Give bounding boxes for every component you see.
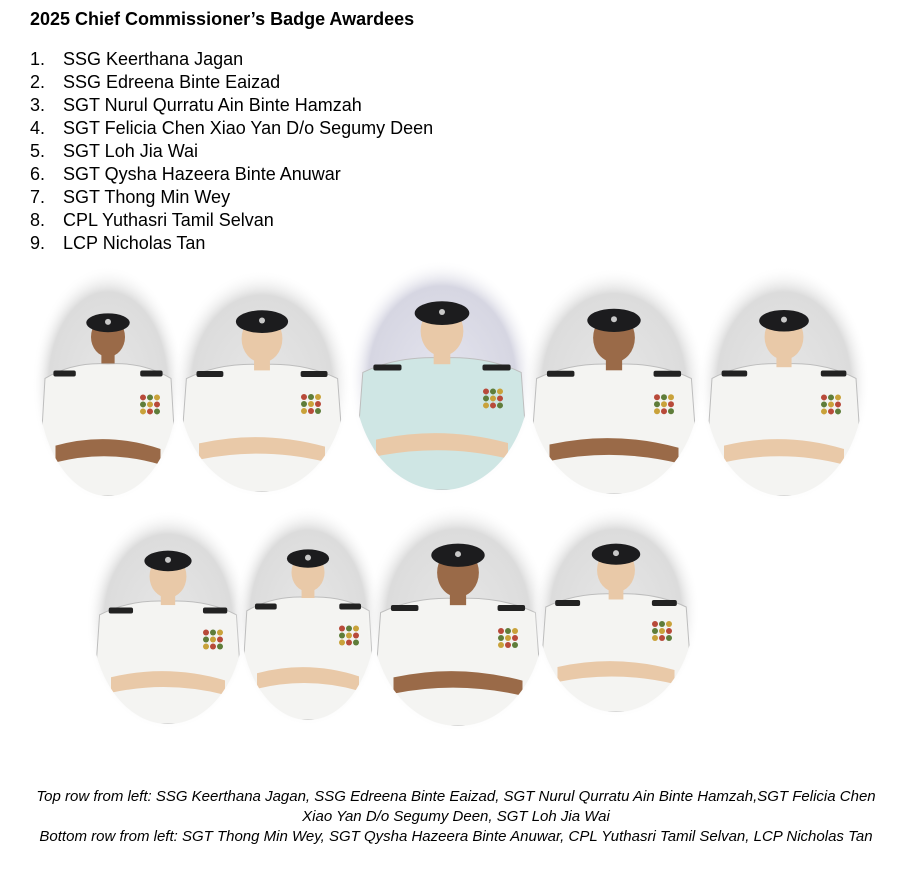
proficiency-badge bbox=[315, 408, 321, 414]
beret bbox=[431, 544, 484, 567]
list-number: 9. bbox=[30, 233, 46, 253]
awardee-name: SGT Qysha Hazeera Binte Anuwar bbox=[63, 164, 341, 184]
proficiency-badge bbox=[661, 408, 667, 414]
proficiency-badge bbox=[821, 408, 827, 414]
epaulette bbox=[654, 371, 682, 377]
face bbox=[765, 314, 804, 359]
face bbox=[242, 315, 283, 363]
proficiency-badge bbox=[301, 394, 307, 400]
portrait-photo bbox=[698, 266, 870, 502]
proficiency-badge bbox=[154, 394, 160, 400]
proficiency-badge bbox=[668, 394, 674, 400]
proficiency-badge bbox=[498, 642, 504, 648]
crossed-arms bbox=[394, 671, 523, 696]
proficiency-badge bbox=[339, 639, 345, 645]
proficiency-badge bbox=[490, 395, 496, 401]
proficiency-badge bbox=[497, 395, 503, 401]
epaulette bbox=[140, 371, 162, 377]
proficiency-badge bbox=[308, 401, 314, 407]
epaulette bbox=[339, 604, 361, 610]
beret-badge bbox=[781, 317, 787, 323]
proficiency-badge bbox=[654, 401, 660, 407]
proficiency-badge bbox=[483, 395, 489, 401]
epaulette bbox=[301, 371, 328, 377]
list-number: 6. bbox=[30, 164, 46, 184]
portrait-photo bbox=[86, 510, 250, 730]
beret bbox=[86, 313, 129, 332]
proficiency-badge bbox=[659, 635, 665, 641]
proficiency-badge bbox=[346, 639, 352, 645]
face bbox=[150, 555, 187, 598]
face bbox=[291, 553, 324, 592]
epaulette bbox=[555, 600, 580, 606]
proficiency-badge bbox=[308, 408, 314, 414]
uniform-shirt bbox=[240, 597, 376, 720]
proficiency-badge bbox=[353, 625, 359, 631]
face bbox=[597, 548, 635, 592]
proficiency-badge bbox=[154, 408, 160, 414]
proficiency-badge bbox=[652, 635, 658, 641]
proficiency-badge bbox=[203, 629, 209, 635]
proficiency-badge bbox=[659, 621, 665, 627]
proficiency-badge bbox=[353, 639, 359, 645]
epaulette bbox=[547, 371, 575, 377]
proficiency-badge bbox=[835, 394, 841, 400]
proficiency-badge bbox=[828, 408, 834, 414]
beret bbox=[144, 551, 191, 572]
epaulette bbox=[482, 365, 510, 371]
proficiency-badge bbox=[217, 629, 223, 635]
proficiency-badge bbox=[301, 408, 307, 414]
uniform-shirt bbox=[92, 601, 244, 724]
caption-top-row: Top row from left: SSG Keerthana Jagan, SSG Edreena Binte Eaizad, SGT Nurul Qurratu Ain Binte Hamzah,SGT Felicia Chen Xiao Yan D/o Segumy Deen, SGT Loh Jia Wai bbox=[36, 788, 876, 825]
proficiency-badge bbox=[505, 635, 511, 641]
proficiency-badge bbox=[483, 388, 489, 394]
proficiency-badge bbox=[140, 394, 146, 400]
proficiency-badge bbox=[512, 628, 518, 634]
portrait-photo bbox=[172, 270, 352, 498]
proficiency-badge bbox=[652, 621, 658, 627]
beret-badge bbox=[613, 550, 619, 556]
portrait-photo bbox=[522, 268, 706, 500]
crossed-arms bbox=[257, 667, 359, 691]
awardee-name: SGT Nurul Qurratu Ain Binte Hamzah bbox=[63, 95, 362, 115]
proficiency-badge bbox=[140, 401, 146, 407]
proficiency-badge bbox=[339, 625, 345, 631]
list-item bbox=[30, 94, 433, 117]
face bbox=[593, 313, 635, 362]
proficiency-badge bbox=[217, 643, 223, 649]
proficiency-badge bbox=[828, 394, 834, 400]
beret bbox=[236, 310, 288, 333]
caption-bottom-row: Bottom row from left: SGT Thong Min Wey, SGT Qysha Hazeera Binte Anuwar, CPL Yuthasri Tamil Selvan, LCP Nicholas Tan bbox=[39, 828, 873, 845]
list-number: 5. bbox=[30, 141, 46, 161]
list-item bbox=[30, 117, 433, 140]
beret-badge bbox=[259, 317, 265, 323]
list-number: 4. bbox=[30, 118, 46, 138]
epaulette bbox=[203, 608, 227, 614]
proficiency-badge bbox=[654, 408, 660, 414]
crossed-arms bbox=[376, 433, 508, 459]
list-item bbox=[30, 163, 433, 186]
uniform-shirt bbox=[538, 594, 694, 712]
awardee-name: SSG Keerthana Jagan bbox=[63, 49, 244, 69]
photo-caption bbox=[30, 787, 882, 847]
proficiency-badge bbox=[668, 401, 674, 407]
portrait-photo bbox=[234, 506, 382, 726]
beret-badge bbox=[439, 309, 445, 315]
proficiency-badge bbox=[140, 408, 146, 414]
crossed-arms bbox=[199, 437, 325, 462]
portrait-photo bbox=[348, 260, 536, 496]
proficiency-badge bbox=[666, 621, 672, 627]
beret bbox=[415, 301, 470, 325]
list-number: 7. bbox=[30, 187, 46, 207]
uniform-shirt bbox=[178, 364, 346, 492]
proficiency-badge bbox=[654, 394, 660, 400]
epaulette bbox=[652, 600, 677, 606]
title: 2025 Chief Commissioner’s Badge Awardees bbox=[30, 9, 415, 29]
beret-badge bbox=[105, 319, 111, 325]
proficiency-badge bbox=[666, 635, 672, 641]
crossed-arms bbox=[558, 661, 675, 684]
beret-badge bbox=[305, 555, 311, 561]
epaulette bbox=[255, 604, 277, 610]
proficiency-badge bbox=[505, 628, 511, 634]
proficiency-badge bbox=[346, 625, 352, 631]
proficiency-badge bbox=[821, 401, 827, 407]
proficiency-badge bbox=[835, 408, 841, 414]
awardee-name: SSG Edreena Binte Eaizad bbox=[63, 72, 281, 92]
beret bbox=[287, 549, 329, 567]
proficiency-badge bbox=[498, 635, 504, 641]
epaulette bbox=[821, 371, 847, 377]
proficiency-badge bbox=[490, 402, 496, 408]
proficiency-badge bbox=[512, 642, 518, 648]
list-item bbox=[30, 71, 433, 94]
proficiency-badge bbox=[147, 401, 153, 407]
epaulette bbox=[109, 608, 133, 614]
beret bbox=[587, 309, 640, 332]
awardee-name: SGT Loh Jia Wai bbox=[63, 141, 199, 161]
proficiency-badge bbox=[668, 408, 674, 414]
uniform-shirt bbox=[528, 364, 700, 494]
beret bbox=[759, 310, 809, 332]
portrait-photo bbox=[366, 504, 550, 732]
proficiency-badge bbox=[210, 636, 216, 642]
list-item bbox=[30, 209, 433, 232]
proficiency-badge bbox=[652, 628, 658, 634]
epaulette bbox=[722, 371, 748, 377]
awardee-name: CPL Yuthasri Tamil Selvan bbox=[63, 210, 274, 230]
uniform-shirt bbox=[354, 358, 530, 490]
proficiency-badge bbox=[666, 628, 672, 634]
proficiency-badge bbox=[147, 394, 153, 400]
awardee-name: LCP Nicholas Tan bbox=[63, 233, 206, 253]
awardee-name: SGT Thong Min Wey bbox=[63, 187, 231, 207]
epaulette bbox=[196, 371, 223, 377]
uniform-shirt bbox=[704, 364, 864, 496]
epaulette bbox=[373, 365, 401, 371]
proficiency-badge bbox=[828, 401, 834, 407]
proficiency-badge bbox=[301, 401, 307, 407]
list-item bbox=[30, 48, 433, 71]
proficiency-badge bbox=[339, 632, 345, 638]
proficiency-badge bbox=[315, 401, 321, 407]
proficiency-badge bbox=[210, 629, 216, 635]
proficiency-badge bbox=[498, 628, 504, 634]
crossed-arms bbox=[724, 439, 844, 465]
proficiency-badge bbox=[315, 394, 321, 400]
portrait-photo bbox=[532, 506, 700, 718]
epaulette bbox=[391, 605, 419, 611]
proficiency-badge bbox=[154, 401, 160, 407]
proficiency-badge bbox=[483, 402, 489, 408]
crossed-arms bbox=[111, 671, 225, 695]
proficiency-badge bbox=[835, 401, 841, 407]
list-number: 3. bbox=[30, 95, 46, 115]
proficiency-badge bbox=[497, 388, 503, 394]
proficiency-badge bbox=[497, 402, 503, 408]
list-item bbox=[30, 232, 433, 255]
proficiency-badge bbox=[210, 643, 216, 649]
proficiency-badge bbox=[346, 632, 352, 638]
proficiency-badge bbox=[308, 394, 314, 400]
face bbox=[421, 306, 464, 356]
epaulette bbox=[53, 371, 75, 377]
portrait-photo bbox=[32, 266, 184, 502]
uniform-shirt bbox=[38, 364, 178, 496]
proficiency-badge bbox=[353, 632, 359, 638]
proficiency-badge bbox=[661, 394, 667, 400]
list-number: 8. bbox=[30, 210, 46, 230]
beret-badge bbox=[165, 557, 171, 563]
epaulette bbox=[498, 605, 526, 611]
crossed-arms bbox=[56, 439, 161, 465]
face bbox=[437, 548, 479, 597]
proficiency-badge bbox=[821, 394, 827, 400]
beret-badge bbox=[455, 551, 461, 557]
proficiency-badge bbox=[203, 636, 209, 642]
list-number: 2. bbox=[30, 72, 46, 92]
proficiency-badge bbox=[203, 643, 209, 649]
face bbox=[91, 317, 125, 357]
proficiency-badge bbox=[512, 635, 518, 641]
list-item bbox=[30, 140, 433, 163]
proficiency-badge bbox=[659, 628, 665, 634]
beret-badge bbox=[611, 316, 617, 322]
proficiency-badge bbox=[661, 401, 667, 407]
list-number: 1. bbox=[30, 49, 46, 69]
proficiency-badge bbox=[490, 388, 496, 394]
proficiency-badge bbox=[505, 642, 511, 648]
beret bbox=[592, 544, 640, 565]
awardee-name: SGT Felicia Chen Xiao Yan D/o Segumy Deen bbox=[63, 118, 434, 138]
crossed-arms bbox=[550, 438, 679, 463]
uniform-shirt bbox=[372, 598, 544, 726]
proficiency-badge bbox=[217, 636, 223, 642]
list-item bbox=[30, 186, 433, 209]
awardee-list bbox=[30, 48, 433, 255]
proficiency-badge bbox=[147, 408, 153, 414]
